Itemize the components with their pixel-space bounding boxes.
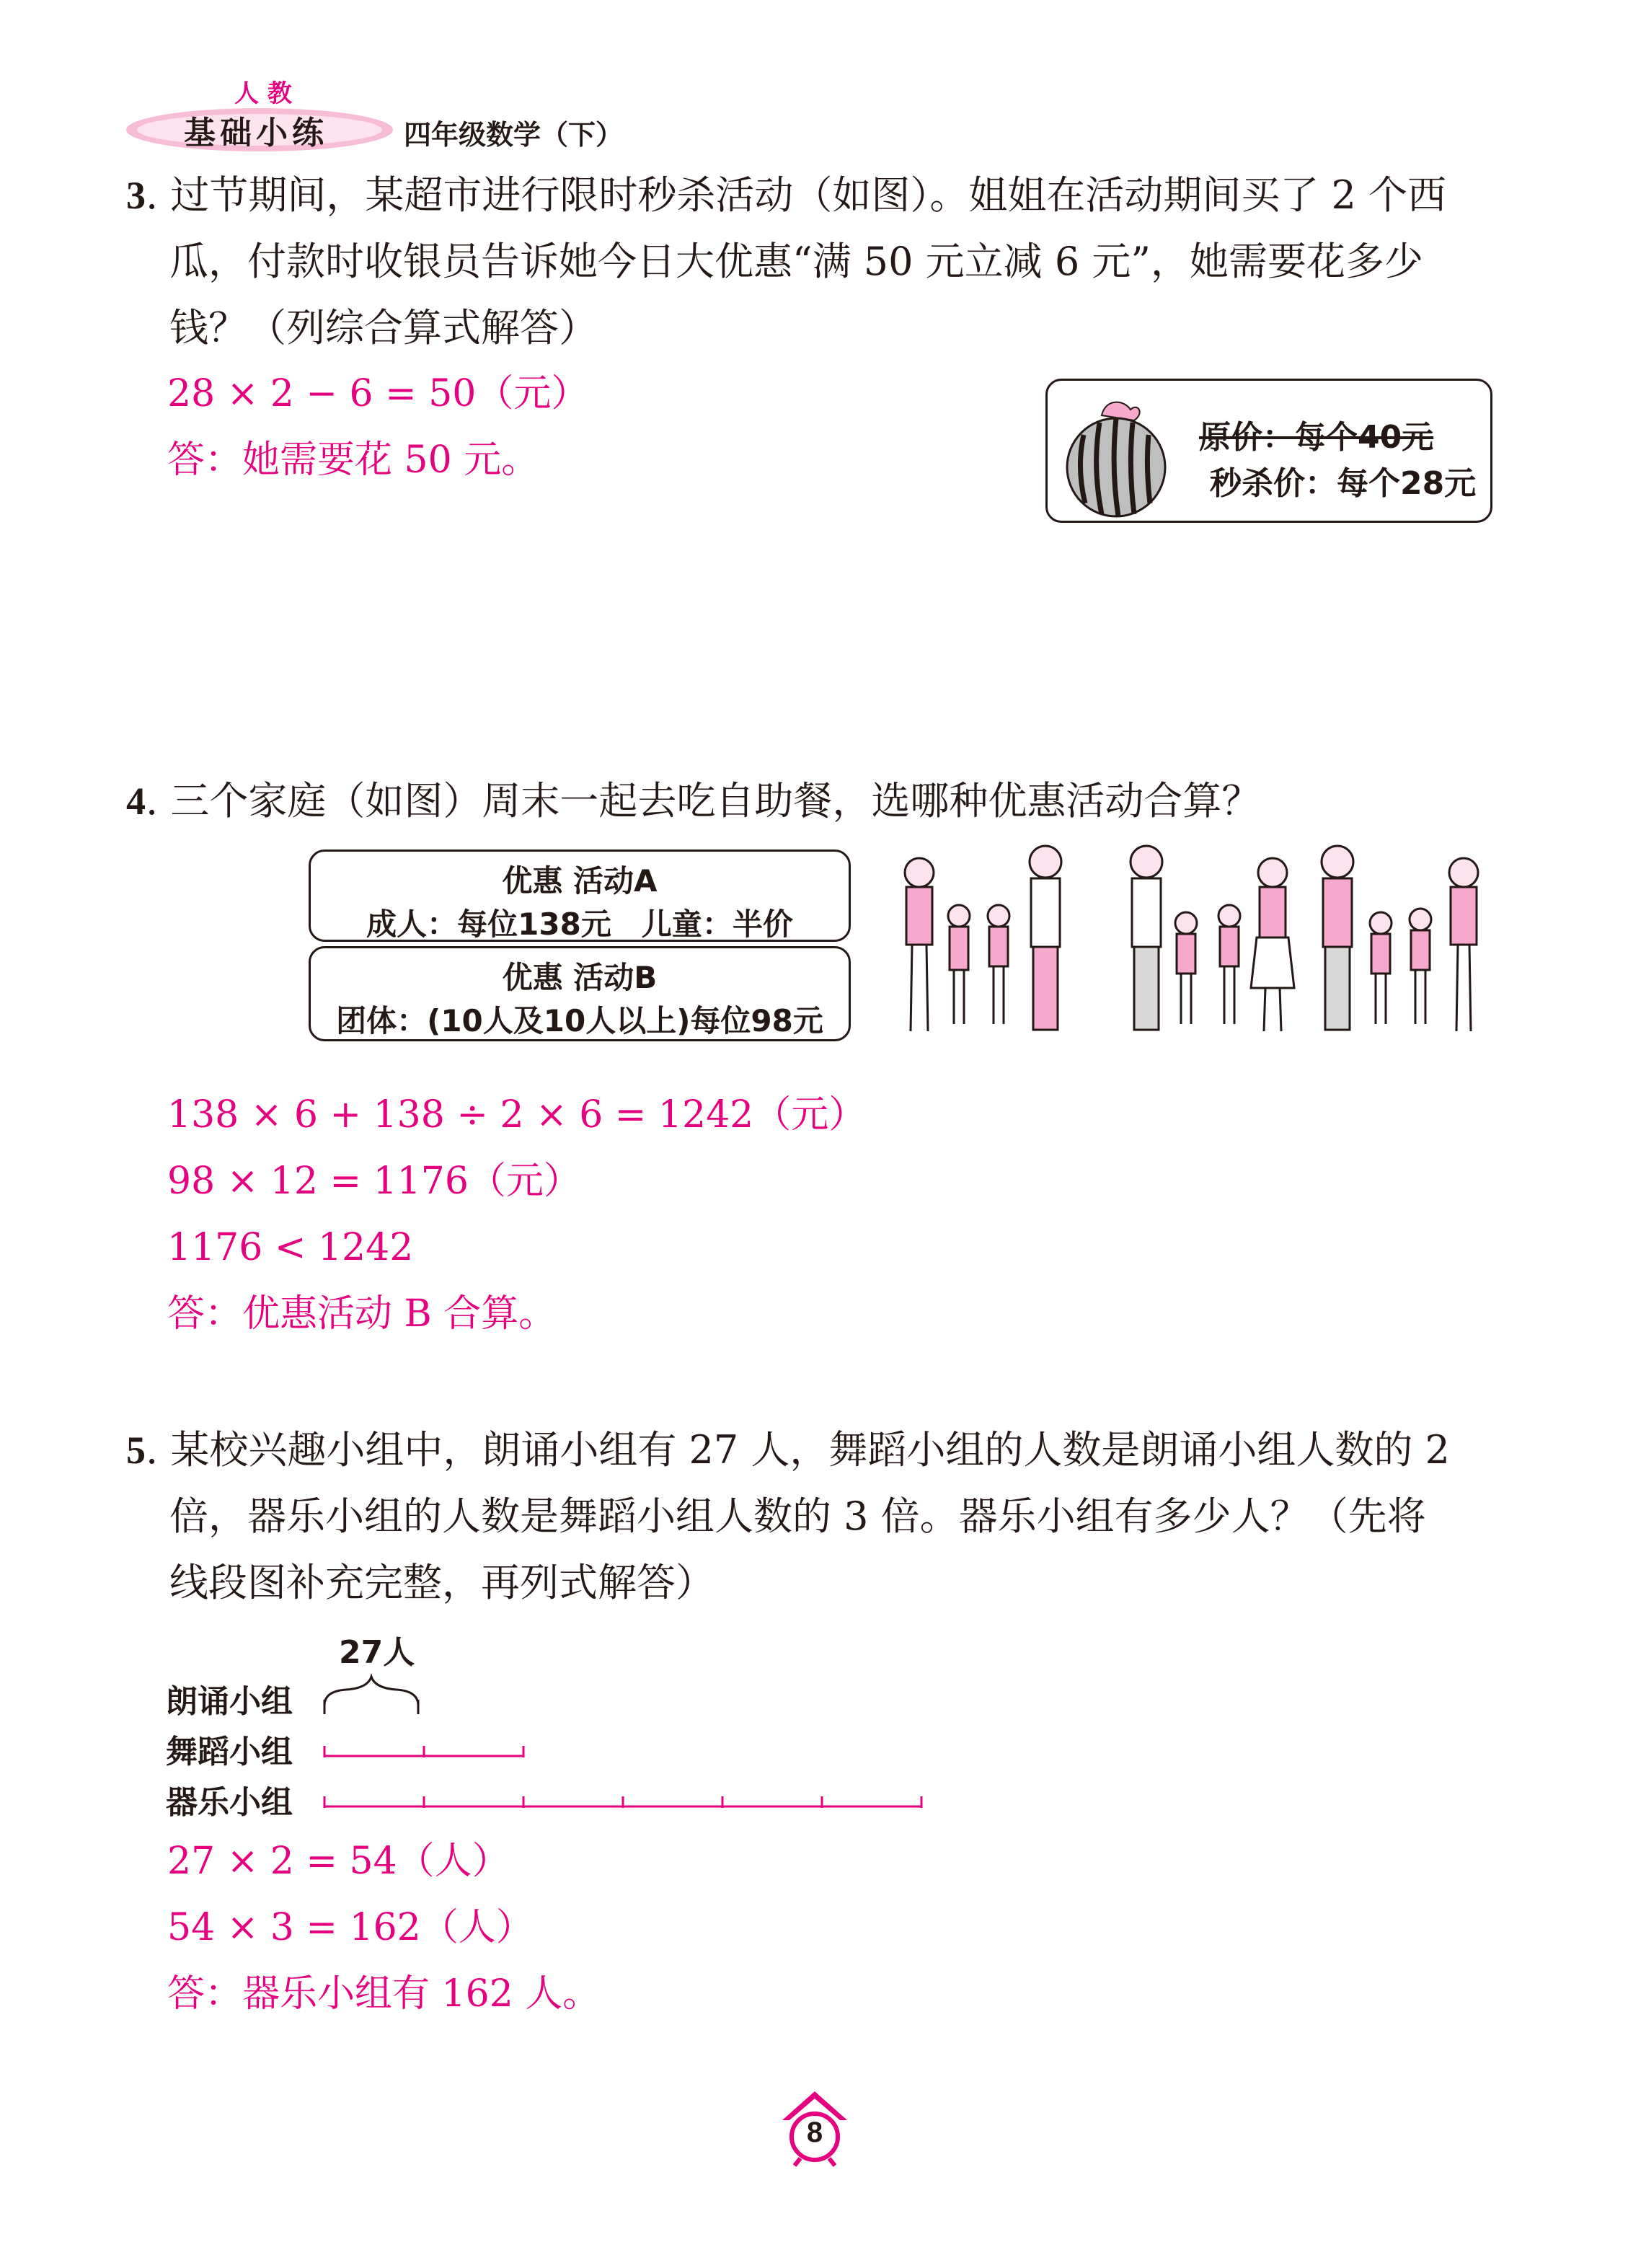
question-3 <box>126 162 1496 361</box>
offer-b-card <box>309 946 851 1041</box>
answer-line: 27 × 2 = 54（人） <box>167 1840 510 1883</box>
answer-line: 答：优惠活动 B 合算。 <box>167 1292 557 1336</box>
row-label-recitation: 朗诵小组 <box>166 1683 293 1720</box>
answer-line: 答：她需要花 50 元。 <box>167 438 539 482</box>
row-label-instrumental: 器乐小组 <box>166 1784 293 1821</box>
question-5-line-2: 倍，器乐小组的人数是舞蹈小组人数的 3 倍。器乐小组有多少人？（先将 <box>169 1493 1426 1539</box>
question-3-line-3: 钱？（列综合算式解答） <box>169 305 598 350</box>
question-5 <box>126 1417 1496 1616</box>
price-card <box>1045 379 1492 523</box>
question-3-line-1: . 过节期间，某超市进行限时秒杀活动（如图）。姐姐在活动期间买了 2 个西 <box>146 172 1447 218</box>
page-header <box>123 72 627 159</box>
answer-line: 54 × 3 = 162（人） <box>167 1906 534 1949</box>
answer-line: 98 × 12 = 1176（元） <box>167 1160 581 1203</box>
page-number: 8 <box>806 2117 823 2148</box>
answer-line: 138 × 6 + 138 ÷ 2 × 6 = 1242（元） <box>167 1093 867 1137</box>
offer-a-title: 优惠 活动A <box>502 863 658 899</box>
segment-lines <box>321 1662 955 1821</box>
brace-label: 27人 <box>339 1634 415 1671</box>
question-5-number: 5 <box>126 1429 146 1472</box>
question-5-line-1: . 某校兴趣小组中，朗诵小组有 27 人，舞蹈小组的人数是朗诵小组人数的 2 <box>146 1427 1450 1473</box>
watermelon-icon <box>1062 395 1170 518</box>
question-3-number: 3 <box>126 174 146 217</box>
answer-line: 1176 < 1242 <box>167 1226 414 1269</box>
question-5-answers <box>167 1828 600 2027</box>
offer-a-card <box>309 850 851 942</box>
offer-b-title: 优惠 活动B <box>502 960 658 995</box>
header-subject: 四年级数学（下） <box>404 119 624 151</box>
original-price: 原价：每个40元 <box>1199 419 1434 456</box>
segment-diagram <box>166 1626 959 1828</box>
question-4 <box>126 768 1260 834</box>
row-label-dance: 舞蹈小组 <box>166 1734 293 1770</box>
offer-b-detail: 团体：(10人及10人以上)每位98元 <box>336 1003 823 1038</box>
question-4-answers <box>167 1082 866 1347</box>
offer-a-detail: 成人：每位138元 儿童：半价 <box>366 906 793 942</box>
answer-line: 28 × 2 − 6 = 50（元） <box>167 372 589 415</box>
header-publisher: 人 教 <box>234 79 292 108</box>
question-3-answers <box>167 361 588 493</box>
question-4-number: 4 <box>126 780 146 823</box>
header-series: 基础小练 <box>184 115 328 151</box>
families-illustration-icon <box>890 844 1496 1046</box>
sale-price: 秒杀价：每个28元 <box>1210 465 1477 502</box>
answer-line: 答：器乐小组有 162 人。 <box>167 1972 601 2016</box>
question-3-line-2: 瓜，付款时收银员告诉她今日大优惠“满 50 元立减 6 元”，她需要花多少 <box>169 239 1423 284</box>
question-5-line-3: 线段图补充完整，再列式解答） <box>169 1560 715 1605</box>
question-4-line: . 三个家庭（如图）周末一起去吃自助餐，选哪种优惠活动合算？ <box>146 778 1261 824</box>
page-number-badge <box>779 2088 851 2167</box>
